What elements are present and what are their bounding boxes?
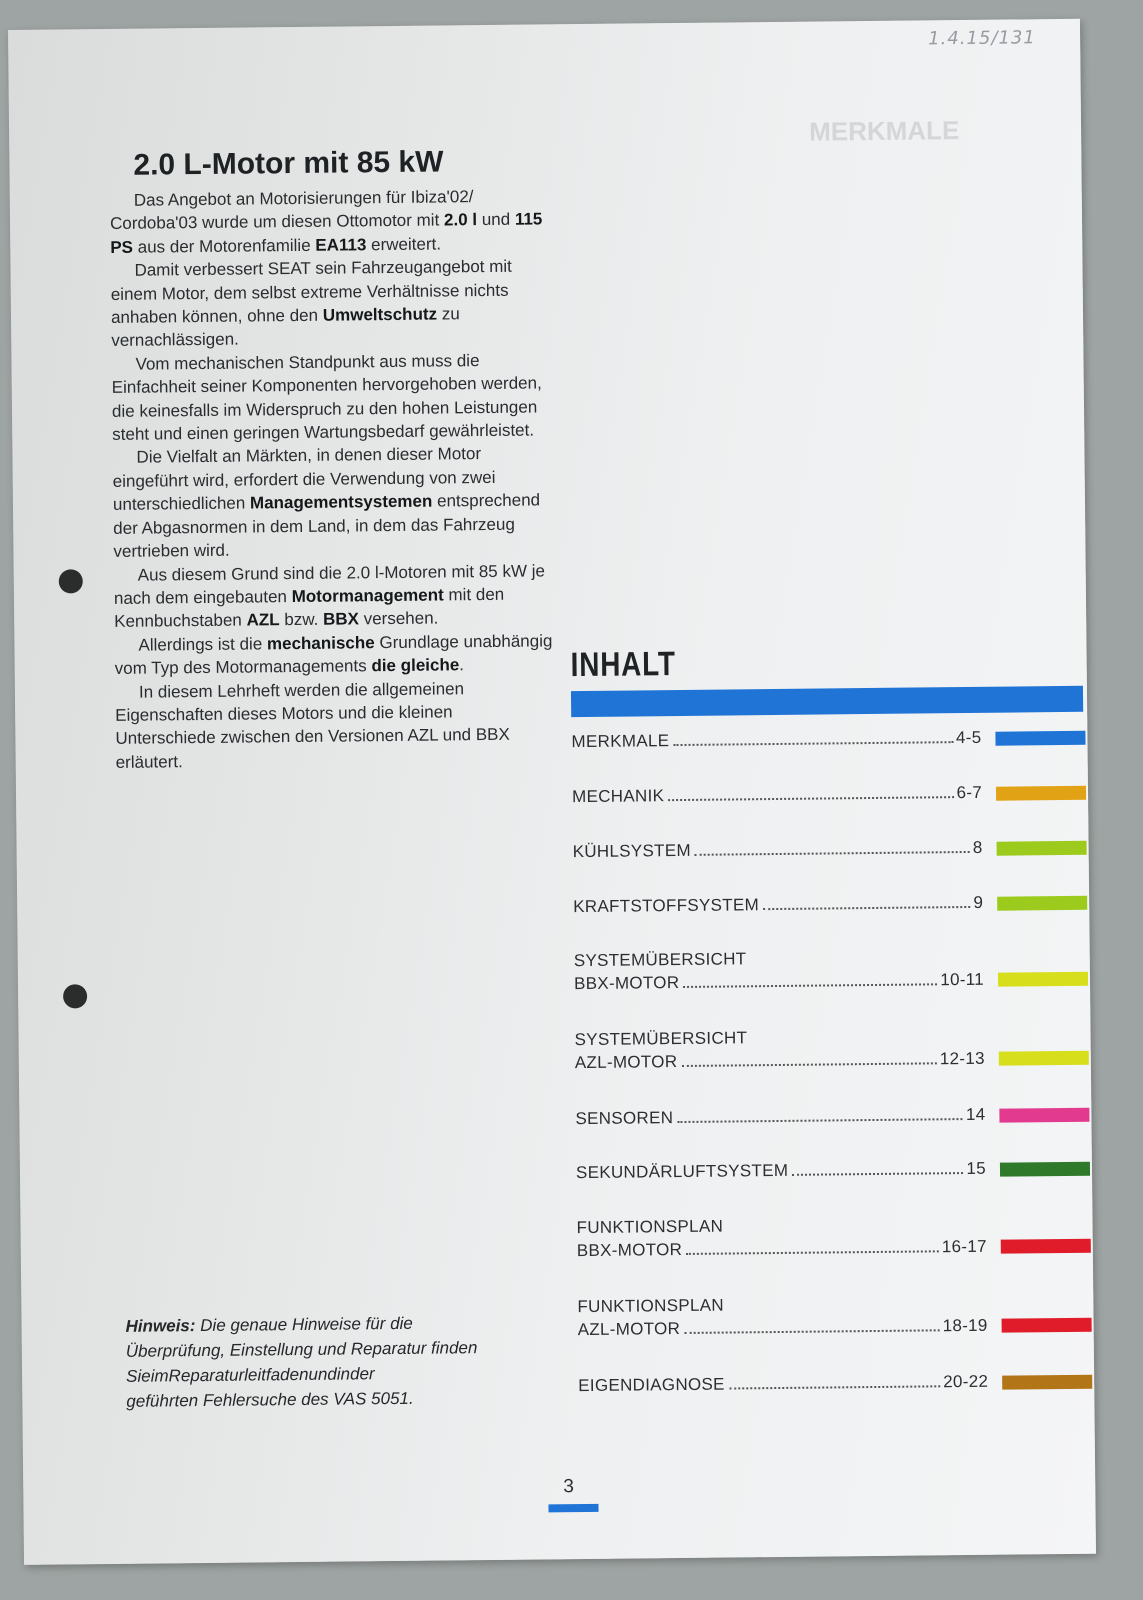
section-color-swatch: [998, 972, 1088, 987]
paragraph-3: Vom mechanischen Standpunkt aus muss die Einfachheit seiner Komponenten hervorgehoben werden, die keinesfalls im Widerspruch zu den hohen Leistungen steht und einen geringen Wartungsbedarf gewährleistet.: [111, 350, 542, 444]
toc-item-systemuebersicht-azl[interactable]: SYSTEMÜBERSICHT AZL-MOTOR 12-13: [575, 1025, 1095, 1073]
toc-item-funktionsplan-bbx[interactable]: FUNKTIONSPLAN BBX-MOTOR 16-17: [576, 1213, 1096, 1261]
section-color-swatch: [1000, 1162, 1090, 1177]
section-color-swatch: [997, 841, 1087, 856]
note-label: Hinweis:: [125, 1316, 196, 1336]
toc-item-mechanik[interactable]: MECHANIK 6-7: [572, 782, 1092, 807]
page-title: 2.0 L-Motor mit 85 kW: [133, 145, 444, 182]
toc-item-systemuebersicht-bbx[interactable]: SYSTEMÜBERSICHT BBX-MOTOR 10-11: [574, 946, 1094, 994]
paragraph-5: Aus diesem Grund sind die 2.0 l-Motoren mit 85 kW je nach dem eingebauten Motormanagement mit den Kennbuchstaben AZL bzw. BBX versehen.: [113, 560, 546, 632]
toc-heading: INHALT: [570, 645, 676, 685]
section-color-swatch: [995, 731, 1085, 746]
toc-item-merkmale[interactable]: MERKMALE 4-5: [571, 727, 1091, 752]
paragraph-2: Damit verbessert SEAT sein Fahrzeugangebot mit einem Motor, dem selbst extreme Verhältnisse nichts anhaben können, ohne den Umweltschutz zu vernachlässigen.: [110, 256, 512, 351]
toc-item-kraftstoffsystem[interactable]: KRAFTSTOFFSYSTEM 9: [573, 892, 1093, 917]
toc-item-eigendiagnose[interactable]: EIGENDIAGNOSE 20-22: [578, 1371, 1098, 1396]
section-color-swatch: [996, 786, 1086, 801]
section-color-swatch: [1001, 1239, 1091, 1254]
toc-heading-bar: [571, 686, 1083, 717]
page-number-bar: [548, 1504, 598, 1513]
pencil-annotation: 1.4.15/131: [928, 27, 1036, 50]
toc-item-sensoren[interactable]: SENSOREN 14: [575, 1104, 1095, 1129]
toc-item-funktionsplan-azl[interactable]: FUNKTIONSPLAN AZL-MOTOR 18-19: [577, 1292, 1097, 1340]
toc-item-sekundaerluftsystem[interactable]: SEKUNDÄRLUFTSYSTEM 15: [576, 1158, 1096, 1183]
paragraph-4: Die Vielfalt an Märkten, in denen dieser Motor eingeführt wird, erfordert die Verwendung von zwei unterschiedlichen Managementsystemen entsprechend der Abgasnormen in dem Land, in dem das Fahrzeug vertrieben wird.: [112, 444, 541, 562]
paragraph-1: Das Angebot an Motorisierungen für Ibiza'02/ Cordoba'03 wurde um diesen Ottomotor mit 2.0 l und 115 PS aus der Motorenfamilie EA113 erweitert.: [109, 187, 543, 257]
intro-text: [110, 184, 556, 774]
document-page: [8, 19, 1096, 1565]
punch-hole-top: [59, 569, 83, 593]
section-color-swatch: [997, 896, 1087, 911]
section-color-swatch: [1002, 1375, 1092, 1390]
section-color-swatch: [1002, 1318, 1092, 1333]
punch-hole-bottom: [63, 984, 87, 1008]
paragraph-6: Allerdings ist die mechanische Grundlage unabhängig vom Typ des Motormanagements die gleiche.: [114, 631, 553, 679]
show-through-heading: MERKMALE: [808, 115, 960, 147]
page-number: 3: [563, 1476, 574, 1498]
paragraph-7: In diesem Lehrheft werden die allgemeinen Eigenschaften dieses Motors und die kleinen Unterschiede zwischen den Versionen AZL und BBX erläutert.: [115, 678, 510, 772]
toc-item-kuehlsystem[interactable]: KÜHLSYSTEM 8: [573, 837, 1093, 862]
section-color-swatch: [999, 1108, 1089, 1123]
note-box: Hinweis: Die genaue Hinweise für die Überprüfung, Einstellung und Reparatur finden SieimReparaturleitfadenundinder geführten Fehlersuche des VAS 5051.: [125, 1313, 478, 1411]
section-color-swatch: [999, 1051, 1089, 1066]
